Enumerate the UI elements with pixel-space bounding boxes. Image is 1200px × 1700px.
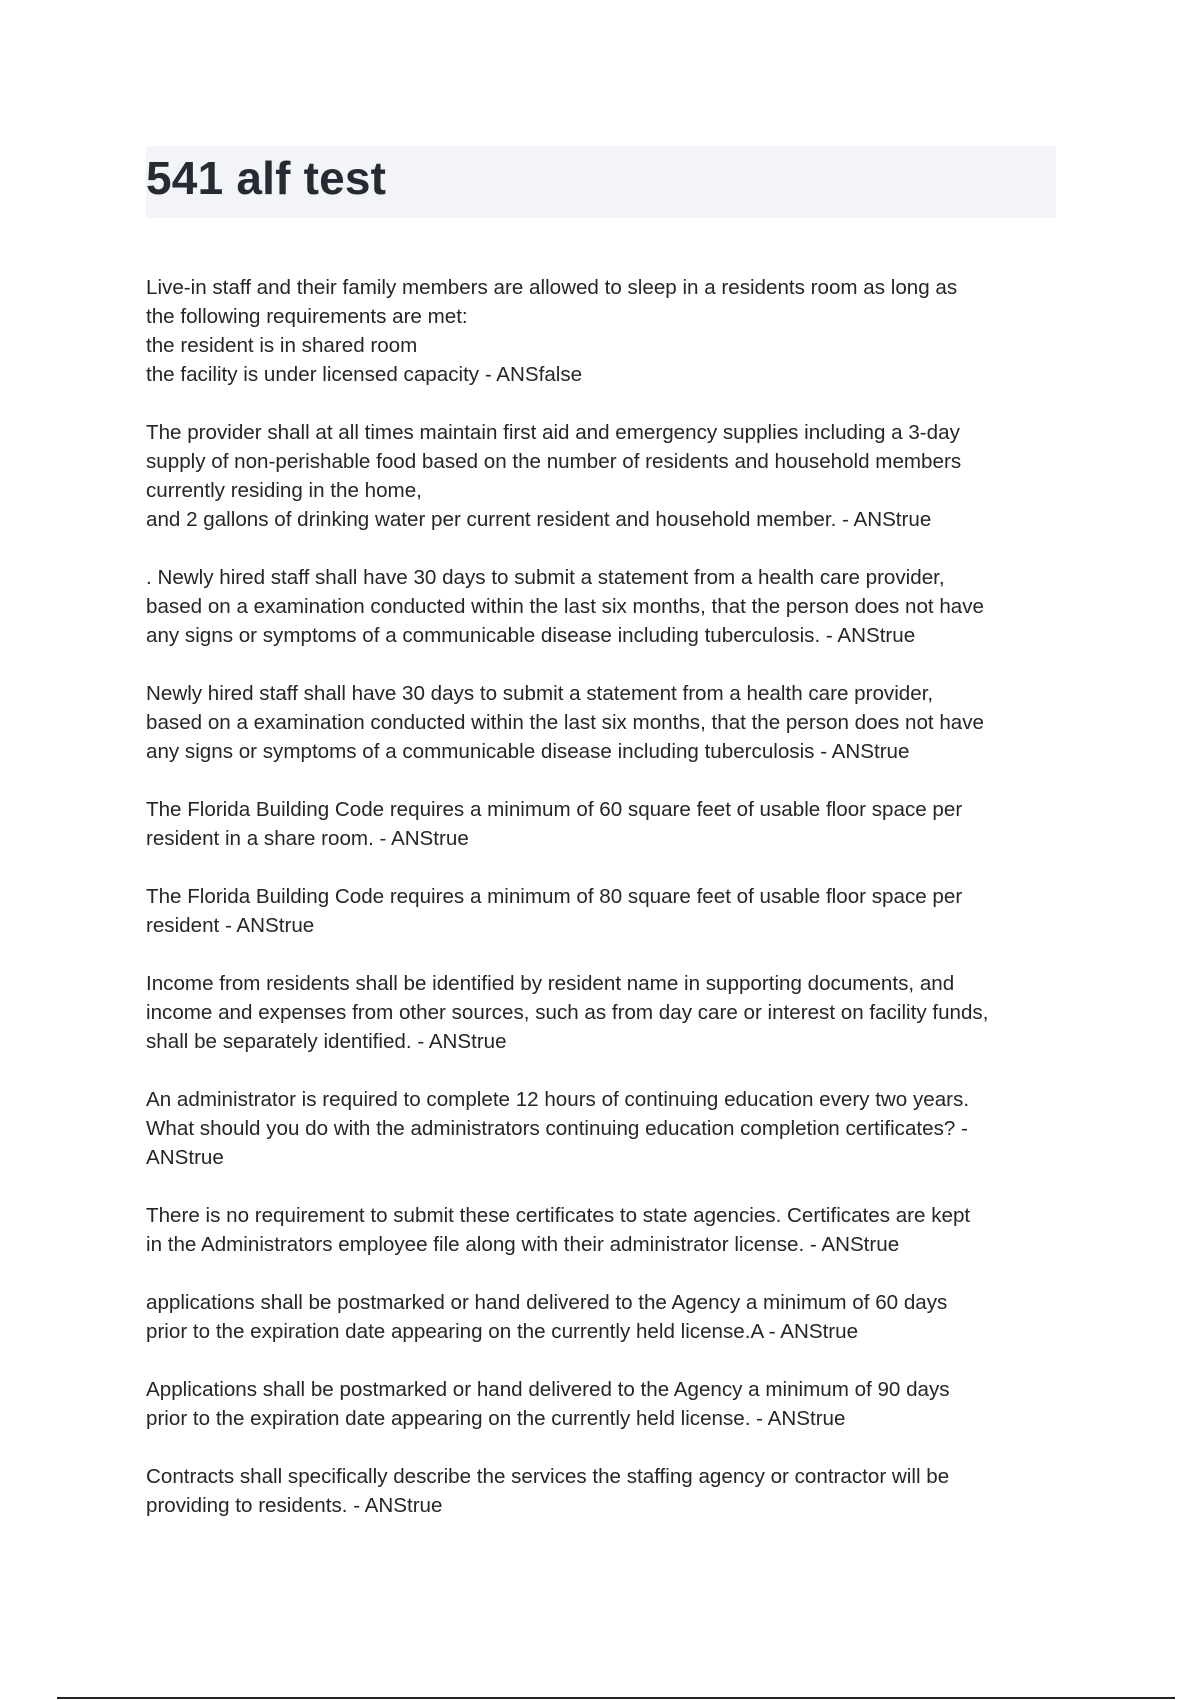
qa-item: Newly hired staff shall have 30 days to submit a statement from a health care provider, based on a examination conducted within the last six months, that the person does not have any signs or symptoms of a communicable disease including tuberculosis - ANStrue bbox=[146, 682, 985, 763]
page-title: 541 alf test bbox=[146, 152, 387, 204]
qa-item: Income from residents shall be identified by resident name in supporting documents, and income and expenses from other sources, such as from day care or interest on facility funds, shall be separately identified. - ANStrue bbox=[146, 972, 989, 1053]
qa-item: There is no requirement to submit these certificates to state agencies. Certificates are kept in the Administrators employee file along with their administrator license. - ANStrue bbox=[146, 1204, 971, 1256]
qa-item: Applications shall be postmarked or hand delivered to the Agency a minimum of 90 days prior to the expiration date appearing on the currently held license. - ANStrue bbox=[146, 1378, 950, 1430]
qa-item: The Florida Building Code requires a minimum of 60 square feet of usable floor space per resident in a share room. - ANStrue bbox=[146, 798, 963, 850]
qa-list bbox=[146, 273, 1066, 1549]
qa-item: applications shall be postmarked or hand delivered to the Agency a minimum of 60 days prior to the expiration date appearing on the currently held license.A - ANStrue bbox=[146, 1291, 948, 1343]
qa-item: . Newly hired staff shall have 30 days to submit a statement from a health care provider, based on a examination conducted within the last six months, that the person does not have any signs or symptoms of a communicable disease including tuberculosis. - ANStrue bbox=[146, 566, 985, 647]
footer-divider bbox=[57, 1697, 1175, 1699]
title-band bbox=[146, 146, 1056, 218]
qa-item: Contracts shall specifically describe the services the staffing agency or contractor will be providing to residents. - ANStrue bbox=[146, 1465, 950, 1517]
qa-item: An administrator is required to complete 12 hours of continuing education every two years. What should you do with the administrators continuing education completion certificates? - ANStrue bbox=[146, 1088, 970, 1169]
qa-item: The provider shall at all times maintain first aid and emergency supplies including a 3-day supply of non-perishable food based on the number of residents and household members currently residing in the home, and 2 gallons of drinking water per current resident and household member. - ANStrue bbox=[146, 421, 962, 531]
qa-item: Live-in staff and their family members are allowed to sleep in a residents room as long as the following requirements are met: the resident is in shared room the facility is under licensed capacity - ANSfalse bbox=[146, 276, 958, 386]
qa-item: The Florida Building Code requires a minimum of 80 square feet of usable floor space per resident - ANStrue bbox=[146, 885, 963, 937]
